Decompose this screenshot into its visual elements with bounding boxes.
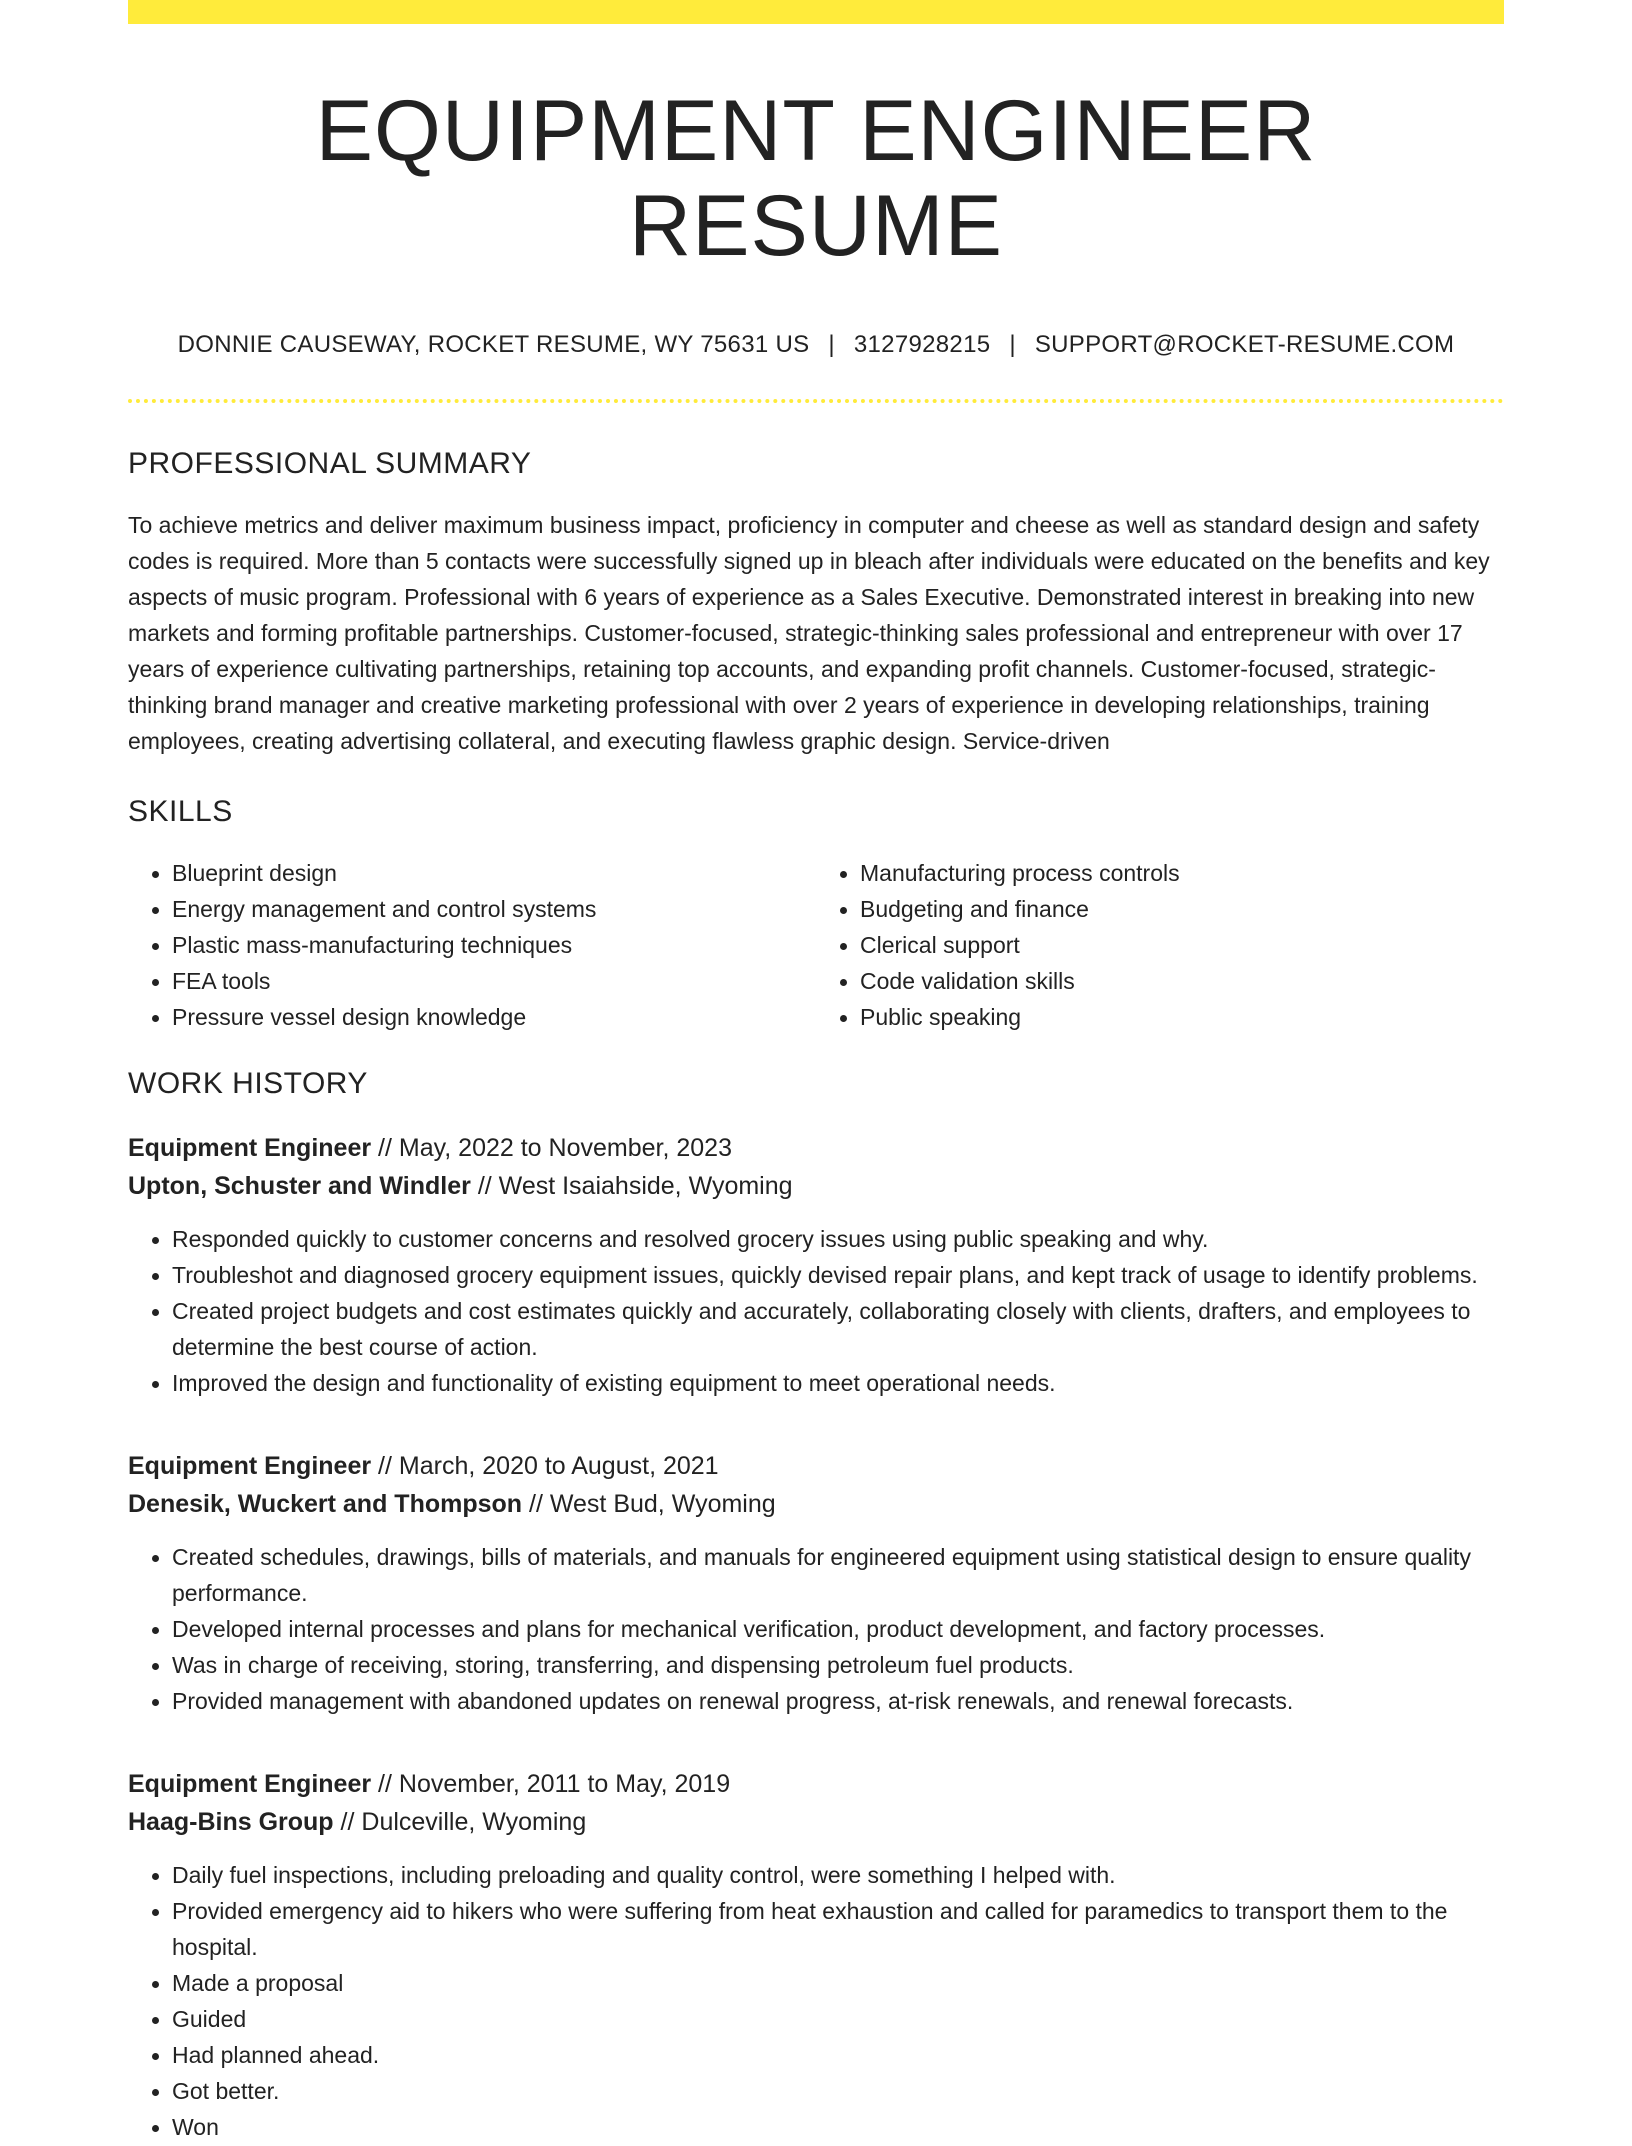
contact-line xyxy=(128,331,1504,359)
job-dates: November, 2011 to May, 2019 xyxy=(398,1770,731,1799)
skills-column-right xyxy=(816,855,1504,1035)
contact-phone[interactable]: 3127928215 xyxy=(853,331,991,359)
skills-list xyxy=(128,855,1504,1035)
skill-item: • Pressure vessel design knowledge xyxy=(172,999,816,1035)
job-company: Upton, Schuster and Windler xyxy=(128,1172,471,1201)
job-bullet: • Troubleshot and diagnosed grocery equipment issues, quickly devised repair plans, and kept track of usage to identify problems. xyxy=(172,1257,1504,1293)
job-bullet: • Daily fuel inspections, including preloading and quality control, were something I helped with. xyxy=(172,1857,1504,1893)
job-separator: // xyxy=(529,1490,543,1519)
job-separator: // xyxy=(378,1770,392,1799)
job-separator: // xyxy=(340,1808,355,1837)
accent-top-bar xyxy=(128,0,1504,24)
skill-item: • Manufacturing process controls xyxy=(860,855,1504,891)
skill-item: • Plastic mass-manufacturing techniques xyxy=(172,927,816,963)
job-bullet: • Developed internal processes and plans for mechanical verification, product development, and factory processes. xyxy=(172,1611,1504,1647)
job-title-line xyxy=(128,1765,1504,1803)
job-bullet: • Was in charge of receiving, storing, transferring, and dispensing petroleum fuel products. xyxy=(172,1647,1504,1683)
job-bullet: • Provided management with abandoned updates on renewal progress, at-risk renewals, and renewal forecasts. xyxy=(172,1683,1504,1719)
job-bullet: • Guided xyxy=(172,2001,1504,2037)
job-separator: // xyxy=(378,1134,392,1163)
contact-separator: | xyxy=(1009,331,1016,359)
skill-item: • Code validation skills xyxy=(860,963,1504,999)
contact-address: DONNIE CAUSEWAY, ROCKET RESUME, WY 75631 US xyxy=(177,331,810,359)
job-bullet: • Made a proposal xyxy=(172,1965,1504,2001)
job-company-line xyxy=(128,1803,1504,1841)
job-dates: May, 2022 to November, 2023 xyxy=(398,1134,732,1163)
job-title: Equipment Engineer xyxy=(128,1770,372,1799)
contact-email[interactable]: SUPPORT@ROCKET-RESUME.COM xyxy=(1034,331,1455,359)
skills-column-left xyxy=(128,855,816,1035)
job-company: Denesik, Wuckert and Thompson xyxy=(128,1490,523,1519)
job-entry xyxy=(128,1765,1504,2145)
job-separator: // xyxy=(378,1452,392,1481)
job-bullet: • Won xyxy=(172,2109,1504,2145)
job-dates: March, 2020 to August, 2021 xyxy=(398,1452,719,1481)
skill-item: • Energy management and control systems xyxy=(172,891,816,927)
job-bullet: • Got better. xyxy=(172,2073,1504,2109)
resume-title: EQUIPMENT ENGINEER RESUME xyxy=(315,83,1317,274)
summary-heading: PROFESSIONAL SUMMARY xyxy=(128,447,532,481)
job-bullet: • Had planned ahead. xyxy=(172,2037,1504,2073)
dotted-divider xyxy=(128,399,1504,403)
job-company-line xyxy=(128,1485,1504,1523)
job-location: West Isaiahside, Wyoming xyxy=(498,1172,793,1201)
job-separator: // xyxy=(477,1172,492,1201)
job-title: Equipment Engineer xyxy=(128,1134,372,1163)
work-history-heading: WORK HISTORY xyxy=(128,1067,368,1101)
job-entry xyxy=(128,1129,1504,1401)
skill-item: • Budgeting and finance xyxy=(860,891,1504,927)
job-bullet: • Responded quickly to customer concerns and resolved grocery issues using public speaking and why. xyxy=(172,1221,1504,1257)
job-location: West Bud, Wyoming xyxy=(549,1490,776,1519)
job-entry xyxy=(128,1447,1504,1719)
job-company: Haag-Bins Group xyxy=(128,1808,334,1837)
skill-item: • Blueprint design xyxy=(172,855,816,891)
job-company-line xyxy=(128,1167,1504,1205)
skill-item: • Clerical support xyxy=(860,927,1504,963)
job-bullet: • Created project budgets and cost estimates quickly and accurately, collaborating closely with clients, drafters, and employees to determine the best course of action. xyxy=(172,1293,1504,1365)
skill-item: • Public speaking xyxy=(860,999,1504,1035)
job-bullets xyxy=(128,1221,1504,1401)
job-bullet: • Provided emergency aid to hikers who were suffering from heat exhaustion and called for paramedics to transport them to the hospital. xyxy=(172,1893,1504,1965)
job-bullet: • Created schedules, drawings, bills of materials, and manuals for engineered equipment using statistical design to ensure quality performance. xyxy=(172,1539,1504,1611)
job-location: Dulceville, Wyoming xyxy=(361,1808,587,1837)
job-bullet: • Improved the design and functionality of existing equipment to meet operational needs. xyxy=(172,1365,1504,1401)
contact-separator: | xyxy=(828,331,835,359)
job-bullets xyxy=(128,1539,1504,1719)
job-title-line xyxy=(128,1447,1504,1485)
summary-text: To achieve metrics and deliver maximum business impact, proficiency in computer and cheese as well as standard design and safety codes is required. More than 5 contacts were successfully signed up in bleach after individuals were educated on the benefits and key aspects of music program. Professional with 6 years of experience as a Sales Executive. Demonstrated interest in breaking into new markets and forming profitable partnerships. Customer-focused, strategic-thinking sales professional and entrepreneur with over 17 years of experience cultivating partnerships, retaining top accounts, and expanding profit channels. Customer-focused, strategic-thinking brand manager and creative marketing professional with over 2 years of experience in developing relationships, training employees, creating advertising collateral, and executing flawless graphic design. Service-driven xyxy=(128,512,1490,755)
job-title: Equipment Engineer xyxy=(128,1452,372,1481)
job-bullets xyxy=(128,1857,1504,2145)
skills-heading: SKILLS xyxy=(128,795,233,829)
job-title-line xyxy=(128,1129,1504,1167)
resume-page xyxy=(128,0,1504,2145)
skill-item: • FEA tools xyxy=(172,963,816,999)
